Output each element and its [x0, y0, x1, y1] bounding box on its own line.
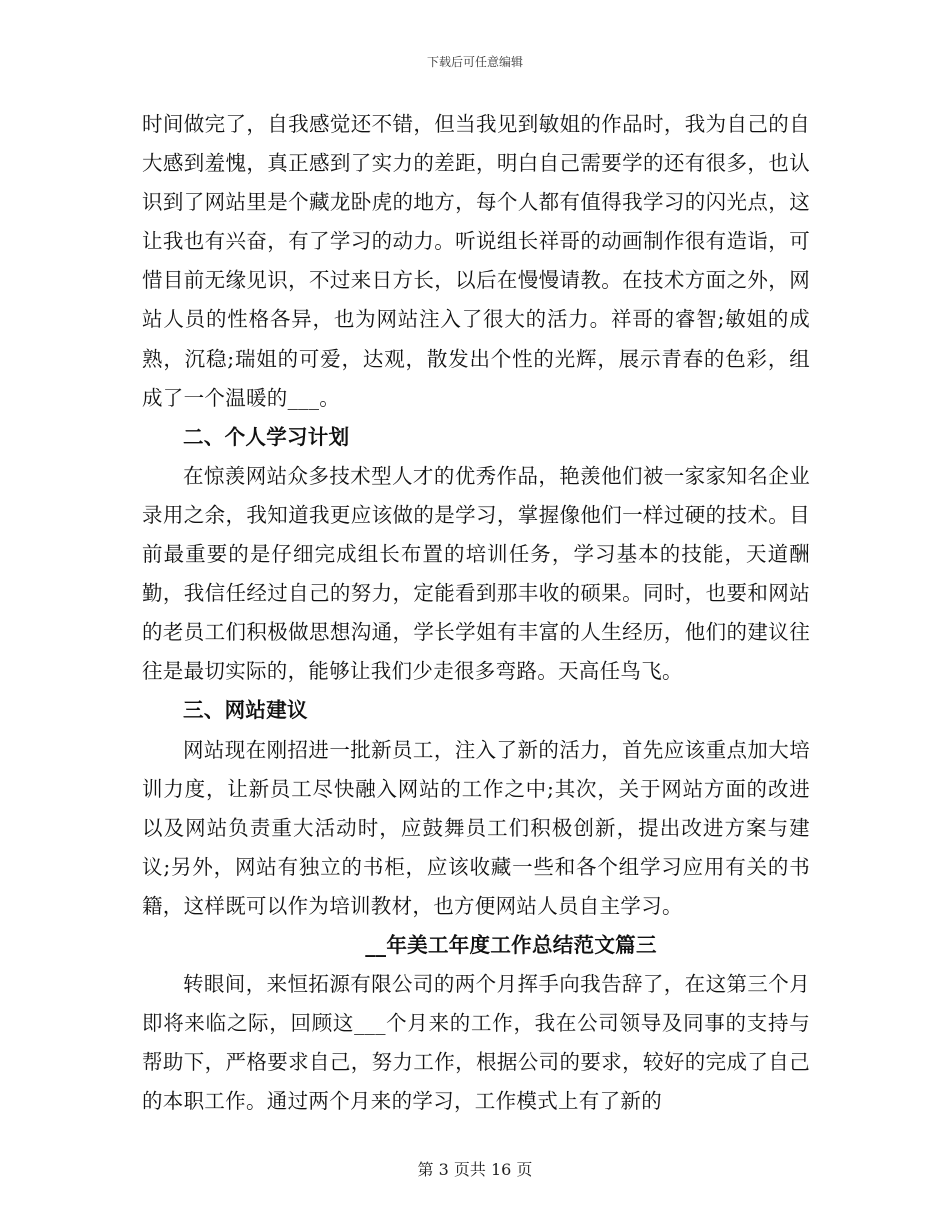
- page-number: 第 3 页共 16 页: [417, 1160, 533, 1179]
- paragraph-continuation: 时间做完了，自我感觉还不错，但当我见到敏姐的作品时，我为自己的自大感到羞愧，真正感到了实力的差距，明白自己需要学的还有很多，也认识到了网站里是个藏龙卧虎的地方，每个人都有值得我学习的闪光点，这让我也有兴奋，有了学习的动力。听说组长祥哥的动画制作很有造诣，可惜目前无缘见识，不过来日方长，以后在慢慢请教。在技术方面之外，网站人员的性格各异，也为网站注入了很大的活力。祥哥的睿智;敏姐的成熟，沉稳;瑞姐的可爱，达观，散发出个性的光辉，展示青春的色彩，组成了一个温暖的___。: [142, 112, 810, 410]
- paragraph-website-suggestions: 网站现在刚招进一批新员工，注入了新的活力，首先应该重点加大培训力度，让新员工尽快融入网站的工作之中;其次，关于网站方面的改进以及网站负责重大活动时，应鼓舞员工们积极创新，提出改进方案与建议;另外，网站有独立的书柜，应该收藏一些和各个组学习应用有关的书籍，这样既可以作为培训教材，也方便网站人员自主学习。: [142, 737, 810, 918]
- paragraph-article-three: 转眼间，来恒拓源有限公司的两个月挥手向我告辞了，在这第三个月即将来临之际，回顾这___个月来的工作，我在公司领导及同事的支持与帮助下，严格要求自己，努力工作，根据公司的要求，较好的完成了自己的本职工作。通过两个月来的学习，工作模式上有了新的: [142, 972, 810, 1114]
- header-note: 下载后可任意编辑: [426, 55, 523, 69]
- paragraph-study-plan: 在惊羡网站众多技术型人才的优秀作品，艳羡他们被一家家知名企业录用之余，我知道我更应该做的是学习，掌握像他们一样过硬的技术。目前最重要的是仔细完成组长布置的培训任务，学习基本的技能，天道酬勤，我信任经过自己的努力，定能看到那丰收的硕果。同时，也要和网站的老员工们积极做思想沟通，学长学姐有丰富的人生经历，他们的建议往往是最切实际的，能够让我们少走很多弯路。天高任鸟飞。: [142, 463, 810, 684]
- section-heading-website-suggestions: 三、网站建议: [183, 698, 308, 723]
- article-title: __年美工年度工作总结范文篇三: [365, 932, 657, 957]
- section-heading-study-plan: 二、个人学习计划: [183, 424, 350, 449]
- document-body: [142, 105, 810, 1121]
